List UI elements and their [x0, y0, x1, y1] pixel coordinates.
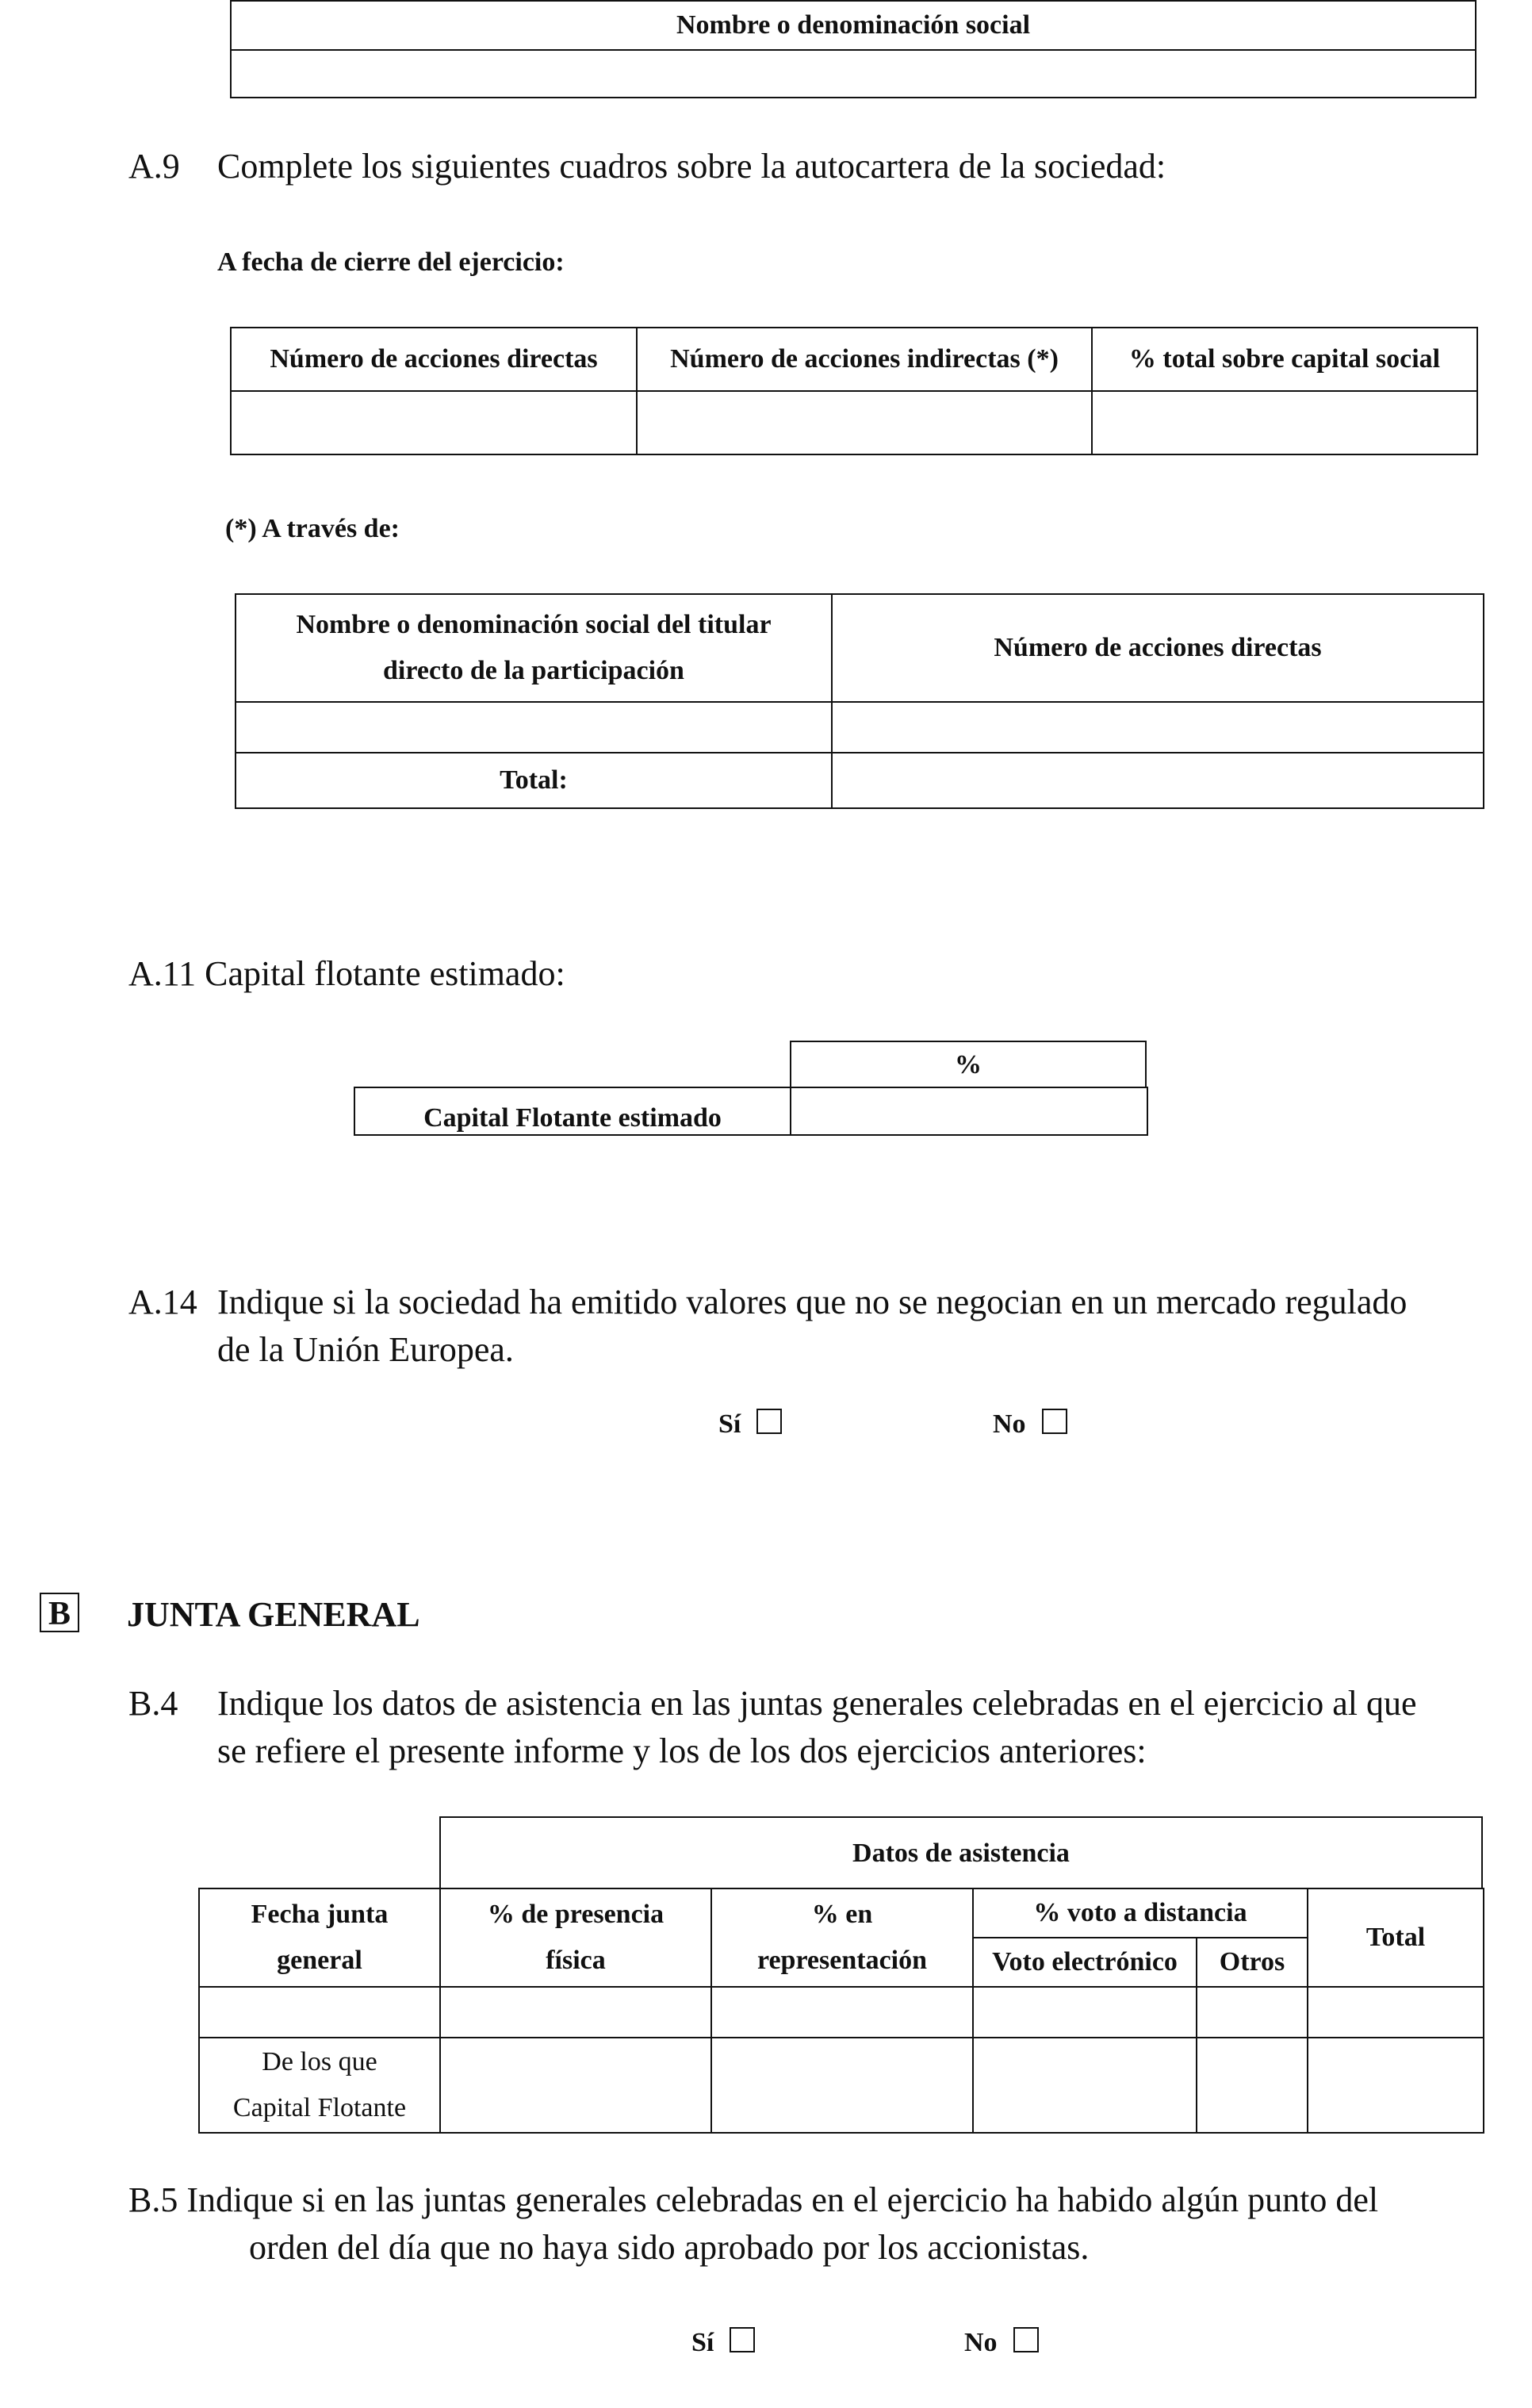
- table-cell[interactable]: [231, 391, 637, 454]
- b5-no-option[interactable]: [964, 2327, 1039, 2358]
- section-b5: [128, 2176, 1508, 2272]
- b5-yes-option[interactable]: [691, 2327, 755, 2358]
- section-text-line1: B.5 Indique si en las juntas generales celebradas en el ejercicio ha habido algún punto del: [128, 2180, 1379, 2219]
- table-cell[interactable]: [973, 2038, 1197, 2133]
- table-cell[interactable]: [1308, 1987, 1484, 2038]
- col-representacion: % en representación: [711, 1888, 973, 1987]
- floating-capital-table: [354, 1087, 1148, 1136]
- table-cell[interactable]: [973, 1987, 1197, 2038]
- attendance-table: [198, 1888, 1484, 2134]
- table-header: % total sobre capital social: [1092, 328, 1477, 391]
- section-text-line2: se refiere el presente informe y los de los dos ejercicios anteriores:: [217, 1731, 1147, 1770]
- table-cell[interactable]: [199, 1987, 440, 2038]
- yes-checkbox[interactable]: [756, 1409, 782, 1434]
- section-number: B.4: [128, 1684, 178, 1723]
- no-checkbox[interactable]: [1013, 2327, 1039, 2352]
- row-label-capital-flotante: De los que Capital Flotante: [199, 2038, 440, 2133]
- section-b-title: JUNTA GENERAL: [127, 1595, 420, 1634]
- a11-pct-header: %: [790, 1041, 1147, 1087]
- section-text: Complete los siguientes cuadros sobre la autocartera de la sociedad:: [217, 147, 1166, 186]
- col-voto-distancia: % voto a distancia: [973, 1888, 1308, 1938]
- table-cell[interactable]: [1197, 1987, 1308, 2038]
- section-number: A.9: [128, 147, 180, 186]
- section-a9: [128, 143, 1492, 190]
- col-total: Total: [1308, 1888, 1484, 1987]
- col-voto-electronico: Voto electrónico: [973, 1938, 1197, 1987]
- total-value[interactable]: [832, 753, 1484, 808]
- a9-subtitle: A fecha de cierre del ejercicio:: [217, 247, 565, 277]
- table-cell[interactable]: [440, 1987, 711, 2038]
- floating-capital-label: Capital Flotante estimado: [354, 1087, 791, 1135]
- section-number: A.14: [128, 1283, 197, 1321]
- section-text: A.11 Capital flotante estimado:: [128, 954, 565, 993]
- no-label: No: [964, 2328, 998, 2357]
- yes-label: Sí: [691, 2328, 714, 2357]
- shareholder-name-table: [230, 0, 1476, 98]
- treasury-stock-table: [230, 327, 1478, 455]
- attendance-group-header: Datos de asistencia: [439, 1816, 1483, 1888]
- table-cell[interactable]: [711, 2038, 973, 2133]
- total-label: Total:: [236, 753, 832, 808]
- table-header: Número de acciones directas: [231, 328, 637, 391]
- table-header: Número de acciones directas: [832, 594, 1484, 702]
- section-b4: [128, 1680, 1508, 1775]
- a9-note: (*) A través de:: [225, 514, 400, 543]
- yes-label: Sí: [718, 1409, 741, 1439]
- section-text-line1: Indique si la sociedad ha emitido valores que no se negocian en un mercado regulado: [217, 1283, 1408, 1321]
- yes-checkbox[interactable]: [730, 2327, 755, 2352]
- table-cell[interactable]: [236, 702, 832, 753]
- a14-no-option[interactable]: [993, 1409, 1067, 1440]
- table-cell[interactable]: [231, 50, 1476, 98]
- table-cell[interactable]: [1092, 391, 1477, 454]
- section-a14: [128, 1279, 1508, 1374]
- col-otros: Otros: [1197, 1938, 1308, 1987]
- floating-capital-value[interactable]: [791, 1087, 1147, 1135]
- section-text-line2: de la Unión Europea.: [217, 1330, 514, 1369]
- section-text-line1: Indique los datos de asistencia en las juntas generales celebradas en el ejercicio al que: [217, 1684, 1417, 1723]
- table-header: Nombre o denominación social: [231, 1, 1476, 50]
- table-cell[interactable]: [1308, 2038, 1484, 2133]
- a14-yes-option[interactable]: [718, 1409, 782, 1440]
- no-label: No: [993, 1409, 1026, 1439]
- table-header: Número de acciones indirectas (*): [637, 328, 1092, 391]
- indirect-holders-table: [235, 593, 1484, 809]
- table-header: Nombre o denominación social del titular directo de la participación: [236, 594, 832, 702]
- section-b-badge: B: [40, 1593, 79, 1632]
- table-cell[interactable]: [440, 2038, 711, 2133]
- table-cell[interactable]: [711, 1987, 973, 2038]
- col-fecha: Fecha junta general: [199, 1888, 440, 1987]
- col-presencia: % de presencia física: [440, 1888, 711, 1987]
- no-checkbox[interactable]: [1042, 1409, 1067, 1434]
- table-cell[interactable]: [832, 702, 1484, 753]
- table-cell[interactable]: [637, 391, 1092, 454]
- table-cell[interactable]: [1197, 2038, 1308, 2133]
- section-a11: [128, 950, 565, 998]
- section-text-line2: orden del día que no haya sido aprobado por los accionistas.: [249, 2228, 1090, 2267]
